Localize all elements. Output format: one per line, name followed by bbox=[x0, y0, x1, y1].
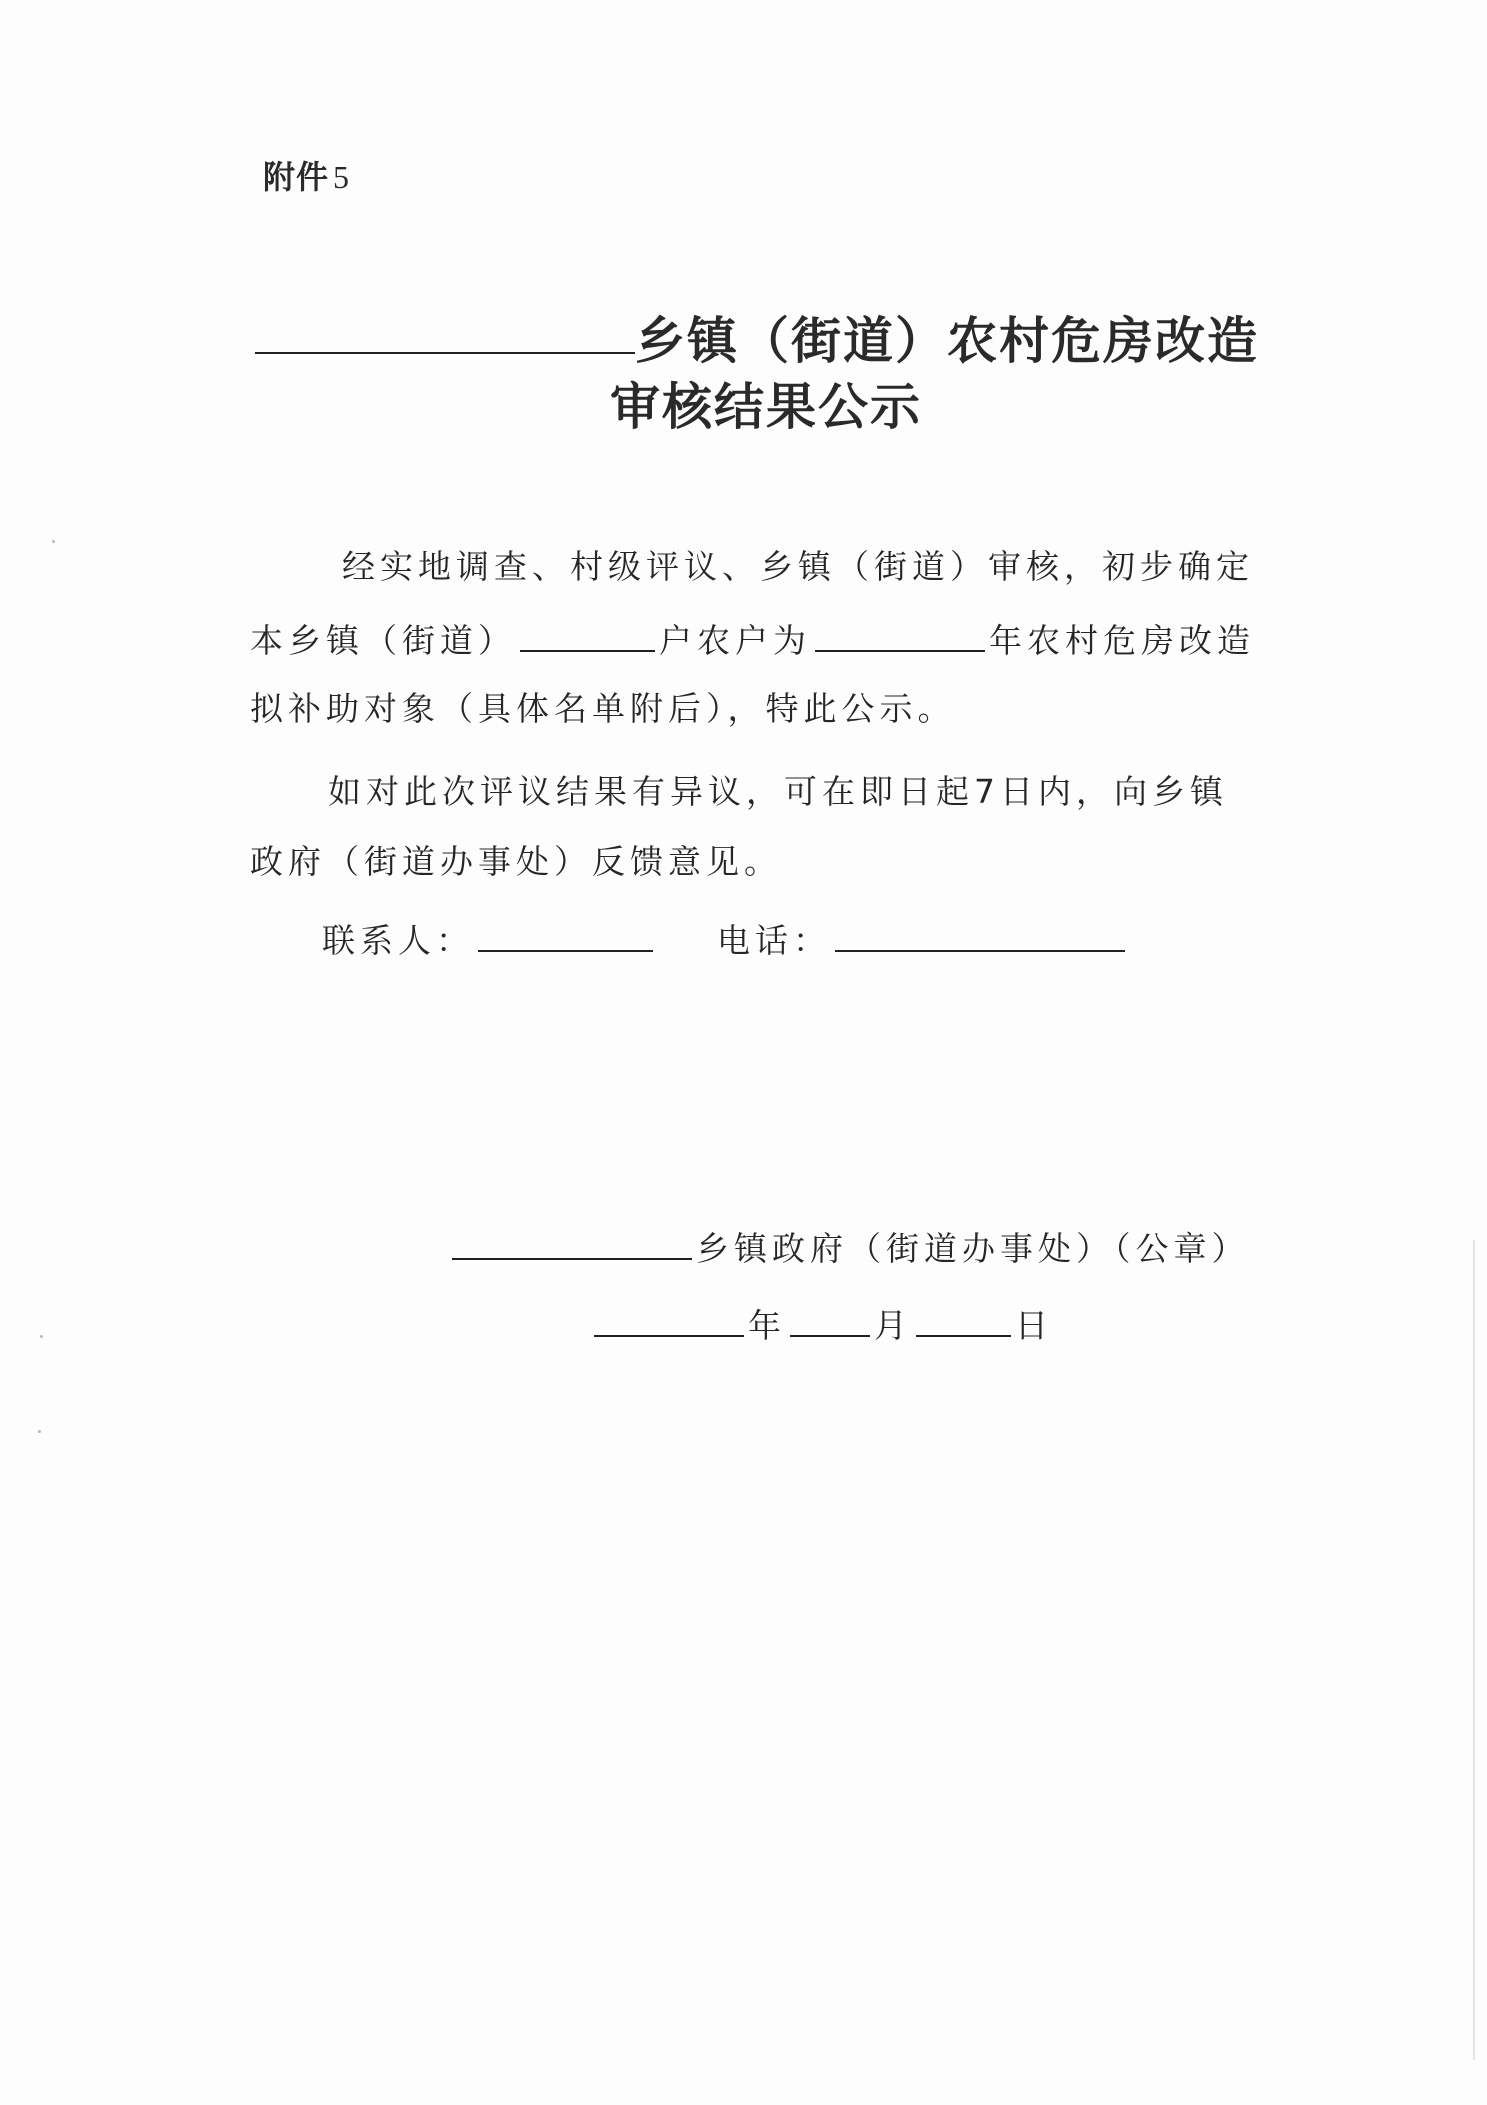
paragraph1-line2-c: 年农村危房改造 bbox=[989, 621, 1255, 660]
paragraph1-line2-a: 本乡镇（街道） bbox=[250, 621, 516, 660]
title-text-1: 乡镇（街道）农村危房改造 bbox=[635, 312, 1259, 370]
paragraph2-line1: 如对此次评议结果有异议，可在即日起7日内，向乡镇 bbox=[328, 772, 1228, 811]
scan-edge-artifact bbox=[1473, 1240, 1475, 2060]
title-line-1 bbox=[255, 296, 1285, 370]
scan-dot bbox=[40, 1335, 43, 1338]
signature-month-label: 月 bbox=[874, 1306, 912, 1345]
signature-day-label: 日 bbox=[1015, 1306, 1053, 1345]
signature-day-blank[interactable] bbox=[916, 1305, 1011, 1337]
township-name-blank[interactable] bbox=[255, 352, 635, 354]
signature-org-line bbox=[448, 1228, 1250, 1268]
paragraph1-line2 bbox=[250, 620, 1255, 660]
attachment-number: 5 bbox=[333, 159, 351, 195]
signature-org-text: 乡镇政府（街道办事处）（公章） bbox=[696, 1229, 1250, 1268]
phone-label: 电话： bbox=[717, 921, 831, 960]
attachment-label-text: 附件 bbox=[263, 158, 330, 196]
signature-month-blank[interactable] bbox=[790, 1305, 870, 1337]
paragraph1-line2-b: 户农户为 bbox=[659, 621, 811, 660]
year-blank[interactable] bbox=[815, 620, 985, 652]
paragraph1-line3: 拟补助对象（具体名单附后），特此公示。 bbox=[250, 689, 956, 728]
signature-year-blank[interactable] bbox=[594, 1305, 744, 1337]
paragraph1-line1: 经实地调查、村级评议、乡镇（街道）审核，初步确定 bbox=[342, 547, 1254, 586]
signature-year-label: 年 bbox=[748, 1306, 786, 1345]
signature-town-blank[interactable] bbox=[452, 1228, 692, 1260]
contact-line bbox=[322, 920, 1129, 960]
scan-dot bbox=[38, 1430, 41, 1433]
attachment-label bbox=[263, 152, 350, 198]
signature-date-line bbox=[590, 1305, 1053, 1345]
contact-person-label: 联系人： bbox=[322, 921, 474, 960]
title-line-2: 审核结果公示 bbox=[610, 378, 922, 436]
household-count-blank[interactable] bbox=[520, 620, 655, 652]
paragraph2-line2: 政府（街道办事处）反馈意见。 bbox=[250, 842, 782, 881]
contact-person-blank[interactable] bbox=[478, 920, 653, 952]
phone-blank[interactable] bbox=[835, 920, 1125, 952]
scan-dot bbox=[52, 540, 55, 543]
